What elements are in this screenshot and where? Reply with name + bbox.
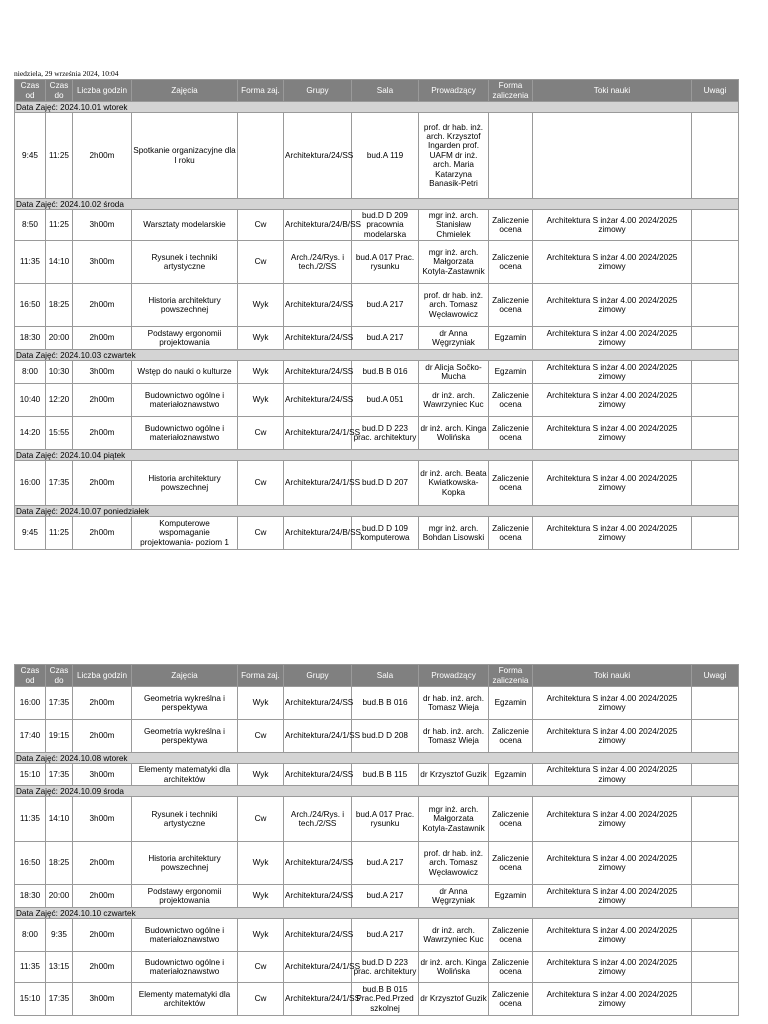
header-grupy: Grupy [284,80,352,102]
cell-prowadzacy: dr hab. inż. arch. Tomasz Wieja [419,687,489,720]
cell-forma-zaliczenia: Egzamin [489,327,533,350]
cell-grupy: Architektura/24/SS [284,327,352,350]
cell-prowadzacy: mgr inż. arch. Małgorzata Kotyla-Zastawnik [419,241,489,284]
cell-forma-zaj: Cw [238,517,284,550]
cell-forma-zaliczenia: Zaliczenie ocena [489,797,533,842]
header-toki-nauki: Toki nauki [533,80,692,102]
header-zajecia: Zajęcia [132,80,238,102]
date-row [15,102,739,113]
cell-forma-zaj: Cw [238,417,284,450]
cell-zajecia: Historia architektury powszechnej [132,284,238,327]
cell-uwagi [692,241,739,284]
cell-grupy: Architektura/24/1/SS [284,983,352,1016]
cell-sala: bud.D D 209 pracownia modelarska [352,210,419,241]
table-row [15,919,739,952]
cell-czas-od: 16:50 [15,284,46,327]
cell-forma-zaliczenia: Zaliczenie ocena [489,720,533,753]
cell-liczba-godzin: 3h00m [73,210,132,241]
header-prowadzacy: Prowadzący [419,80,489,102]
cell-uwagi [692,284,739,327]
cell-grupy: Arch./24/Rys. i tech./2/SS [284,797,352,842]
cell-czas-do: 13:15 [46,952,73,983]
cell-prowadzacy: mgr inż. arch. Małgorzata Kotyla-Zastawnik [419,797,489,842]
cell-czas-od: 15:10 [15,764,46,786]
cell-liczba-godzin: 2h00m [73,885,132,908]
cell-uwagi [692,461,739,506]
header-sala: Sala [352,665,419,687]
cell-grupy: Architektura/24/SS [284,113,352,199]
cell-uwagi [692,797,739,842]
cell-forma-zaliczenia: Egzamin [489,361,533,384]
cell-forma-zaliczenia: Egzamin [489,687,533,720]
cell-uwagi [692,720,739,753]
table-row [15,764,739,786]
cell-prowadzacy: dr inż. arch. Wawrzyniec Kuc [419,384,489,417]
cell-czas-do: 10:30 [46,361,73,384]
cell-forma-zaj: Wyk [238,842,284,885]
header-czas-do: Czas do [46,80,73,102]
table-row [15,361,739,384]
table-row [15,461,739,506]
cell-toki-nauki: Architektura S inżar 4.00 2024/2025 zimowy [533,983,692,1016]
cell-toki-nauki: Architektura S inżar 4.00 2024/2025 zimowy [533,461,692,506]
cell-uwagi [692,983,739,1016]
cell-czas-od: 9:45 [15,113,46,199]
cell-czas-do: 18:25 [46,284,73,327]
date-row [15,786,739,797]
date-label: Data Zajęć: 2024.10.04 piątek [15,450,739,461]
cell-sala: bud.A 119 [352,113,419,199]
cell-liczba-godzin: 3h00m [73,241,132,284]
cell-uwagi [692,417,739,450]
cell-grupy: Architektura/24/B/SS [284,210,352,241]
cell-sala: bud.D D 208 [352,720,419,753]
cell-forma-zaliczenia: Zaliczenie ocena [489,461,533,506]
cell-uwagi [692,327,739,350]
cell-zajecia: Geometria wykreślna i perspektywa [132,720,238,753]
cell-czas-od: 8:50 [15,210,46,241]
header-forma-zaliczenia: Forma zaliczenia [489,665,533,687]
cell-czas-do: 14:10 [46,241,73,284]
cell-forma-zaj: Cw [238,720,284,753]
cell-czas-od: 11:35 [15,797,46,842]
date-label: Data Zajęć: 2024.10.10 czwartek [15,908,739,919]
cell-zajecia: Rysunek i techniki artystyczne [132,241,238,284]
cell-uwagi [692,361,739,384]
cell-liczba-godzin: 2h00m [73,517,132,550]
cell-uwagi [692,952,739,983]
cell-zajecia: Budownictwo ogólne i materiałoznawstwo [132,417,238,450]
cell-liczba-godzin: 3h00m [73,797,132,842]
cell-prowadzacy: dr Alicja Sočko-Mucha [419,361,489,384]
cell-czas-od: 17:40 [15,720,46,753]
cell-uwagi [692,885,739,908]
cell-czas-do: 11:25 [46,113,73,199]
cell-toki-nauki: Architektura S inżar 4.00 2024/2025 zimowy [533,919,692,952]
cell-uwagi [692,210,739,241]
cell-prowadzacy: prof. dr hab. inż. arch. Krzysztof Ingarden prof. UAFM dr inż. arch. Maria Katarzyna Banasik-Petri [419,113,489,199]
cell-liczba-godzin: 2h00m [73,919,132,952]
date-row [15,350,739,361]
cell-grupy: Architektura/24/SS [284,885,352,908]
cell-prowadzacy: dr hab. inż. arch. Tomasz Wieja [419,720,489,753]
table-row [15,210,739,241]
cell-czas-od: 9:45 [15,517,46,550]
cell-grupy: Architektura/24/1/SS [284,461,352,506]
date-label: Data Zajęć: 2024.10.07 poniedziałek [15,506,739,517]
cell-liczba-godzin: 2h00m [73,327,132,350]
cell-toki-nauki: Architektura S inżar 4.00 2024/2025 zimowy [533,241,692,284]
cell-czas-do: 20:00 [46,885,73,908]
cell-toki-nauki: Architektura S inżar 4.00 2024/2025 zimowy [533,687,692,720]
date-row [15,753,739,764]
cell-forma-zaliczenia: Zaliczenie ocena [489,983,533,1016]
cell-zajecia: Spotkanie organizacyjne dla I roku [132,113,238,199]
header-zajecia: Zajęcia [132,665,238,687]
cell-toki-nauki: Architektura S inżar 4.00 2024/2025 zimowy [533,284,692,327]
cell-liczba-godzin: 3h00m [73,764,132,786]
cell-czas-do: 12:20 [46,384,73,417]
cell-liczba-godzin: 3h00m [73,361,132,384]
cell-zajecia: Budownictwo ogólne i materiałoznawstwo [132,919,238,952]
cell-uwagi [692,687,739,720]
cell-forma-zaj: Cw [238,461,284,506]
cell-prowadzacy: dr Krzysztof Guzik [419,983,489,1016]
cell-forma-zaj: Cw [238,241,284,284]
cell-zajecia: Warsztaty modelarskie [132,210,238,241]
table-row [15,842,739,885]
cell-zajecia: Historia architektury powszechnej [132,461,238,506]
cell-sala: bud.B B 016 [352,361,419,384]
cell-czas-od: 18:30 [15,327,46,350]
cell-grupy: Architektura/24/1/SS [284,417,352,450]
header-czas-do: Czas do [46,665,73,687]
cell-liczba-godzin: 2h00m [73,952,132,983]
cell-grupy: Architektura/24/B/SS [284,517,352,550]
cell-forma-zaliczenia: Egzamin [489,885,533,908]
date-label: Data Zajęć: 2024.10.08 wtorek [15,753,739,764]
cell-forma-zaliczenia: Zaliczenie ocena [489,417,533,450]
cell-czas-do: 15:55 [46,417,73,450]
cell-forma-zaliczenia: Zaliczenie ocena [489,284,533,327]
cell-toki-nauki: Architektura S inżar 4.00 2024/2025 zimowy [533,764,692,786]
header-czas-od: Czas od [15,80,46,102]
cell-prowadzacy: dr inż. arch. Kinga Wolińska [419,952,489,983]
cell-sala: bud.A 217 [352,842,419,885]
cell-czas-od: 8:00 [15,919,46,952]
cell-sala: bud.B B 016 [352,687,419,720]
cell-grupy: Arch./24/Rys. i tech./2/SS [284,241,352,284]
cell-prowadzacy: dr Krzysztof Guzik [419,764,489,786]
cell-czas-od: 8:00 [15,361,46,384]
cell-czas-od: 11:35 [15,952,46,983]
cell-forma-zaliczenia: Zaliczenie ocena [489,919,533,952]
cell-czas-do: 17:35 [46,687,73,720]
cell-czas-do: 17:35 [46,461,73,506]
cell-sala: bud.D D 207 [352,461,419,506]
cell-liczba-godzin: 2h00m [73,687,132,720]
cell-forma-zaliczenia: Egzamin [489,764,533,786]
cell-prowadzacy: mgr inż. arch. Stanisław Chmielek [419,210,489,241]
cell-forma-zaj: Wyk [238,361,284,384]
cell-zajecia: Elementy matematyki dla architektów [132,983,238,1016]
table-row [15,983,739,1016]
header-liczba-godzin: Liczba godzin [73,665,132,687]
cell-toki-nauki: Architektura S inżar 4.00 2024/2025 zimowy [533,797,692,842]
cell-prowadzacy: dr inż. arch. Wawrzyniec Kuc [419,919,489,952]
cell-sala: bud.A 217 [352,284,419,327]
cell-forma-zaj: Wyk [238,885,284,908]
cell-czas-do: 11:25 [46,210,73,241]
cell-forma-zaj: Cw [238,983,284,1016]
header-prowadzacy: Prowadzący [419,665,489,687]
date-row [15,506,739,517]
table-row [15,885,739,908]
cell-uwagi [692,764,739,786]
cell-zajecia: Geometria wykreślna i perspektywa [132,687,238,720]
cell-sala: bud.A 051 [352,384,419,417]
cell-forma-zaj: Wyk [238,764,284,786]
cell-forma-zaliczenia: Zaliczenie ocena [489,384,533,417]
cell-grupy: Architektura/24/SS [284,687,352,720]
table-row [15,327,739,350]
cell-zajecia: Wstęp do nauki o kulturze [132,361,238,384]
cell-liczba-godzin: 3h00m [73,983,132,1016]
cell-liczba-godzin: 2h00m [73,284,132,327]
cell-zajecia: Komputerowe wspomaganie projektowania- poziom 1 [132,517,238,550]
cell-prowadzacy: dr Anna Węgrzyniak [419,885,489,908]
cell-sala: bud.A 017 Prac. rysunku [352,241,419,284]
cell-toki-nauki: Architektura S inżar 4.00 2024/2025 zimowy [533,885,692,908]
cell-sala: bud.A 217 [352,885,419,908]
table-row [15,952,739,983]
cell-forma-zaj: Wyk [238,284,284,327]
cell-czas-do: 9:35 [46,919,73,952]
cell-prowadzacy: mgr inż. arch. Bohdan Lisowski [419,517,489,550]
header-toki-nauki: Toki nauki [533,665,692,687]
cell-czas-do: 14:10 [46,797,73,842]
cell-zajecia: Budownictwo ogólne i materiałoznawstwo [132,384,238,417]
table-row [15,417,739,450]
table-row [15,241,739,284]
cell-grupy: Architektura/24/SS [284,842,352,885]
cell-liczba-godzin: 2h00m [73,720,132,753]
cell-liczba-godzin: 2h00m [73,461,132,506]
cell-grupy: Architektura/24/1/SS [284,952,352,983]
header-liczba-godzin: Liczba godzin [73,80,132,102]
cell-forma-zaj: Wyk [238,327,284,350]
header-row [15,80,739,102]
date-label: Data Zajęć: 2024.10.01 wtorek [15,102,739,113]
cell-uwagi [692,842,739,885]
header-row [15,665,739,687]
cell-toki-nauki: Architektura S inżar 4.00 2024/2025 zimowy [533,384,692,417]
cell-prowadzacy: prof. dr hab. inż. arch. Tomasz Węcławowicz [419,842,489,885]
cell-toki-nauki [533,113,692,199]
cell-forma-zaj: Cw [238,952,284,983]
date-label: Data Zajęć: 2024.10.02 środa [15,199,739,210]
cell-uwagi [692,384,739,417]
cell-grupy: Architektura/24/SS [284,284,352,327]
cell-czas-do: 17:35 [46,983,73,1016]
cell-zajecia: Rysunek i techniki artystyczne [132,797,238,842]
cell-czas-do: 11:25 [46,517,73,550]
cell-toki-nauki: Architektura S inżar 4.00 2024/2025 zimowy [533,952,692,983]
header-grupy: Grupy [284,665,352,687]
table-row [15,113,739,199]
cell-grupy: Architektura/24/1/SS [284,720,352,753]
cell-zajecia: Elementy matematyki dla architektów [132,764,238,786]
date-row [15,450,739,461]
cell-grupy: Architektura/24/SS [284,384,352,417]
cell-czas-od: 11:35 [15,241,46,284]
cell-toki-nauki: Architektura S inżar 4.00 2024/2025 zimowy [533,517,692,550]
cell-uwagi [692,919,739,952]
cell-czas-od: 16:50 [15,842,46,885]
header-forma-zaliczenia: Forma zaliczenia [489,80,533,102]
cell-forma-zaliczenia: Zaliczenie ocena [489,241,533,284]
cell-toki-nauki: Architektura S inżar 4.00 2024/2025 zimowy [533,417,692,450]
cell-liczba-godzin: 2h00m [73,842,132,885]
cell-czas-od: 10:40 [15,384,46,417]
header-uwagi: Uwagi [692,665,739,687]
schedule-table [14,79,739,550]
schedule-table [14,664,739,1016]
cell-zajecia: Podstawy ergonomii projektowania [132,327,238,350]
cell-czas-do: 17:35 [46,764,73,786]
cell-uwagi [692,517,739,550]
cell-uwagi [692,113,739,199]
header-uwagi: Uwagi [692,80,739,102]
cell-forma-zaj: Cw [238,210,284,241]
table-row [15,687,739,720]
table-row [15,720,739,753]
cell-zajecia: Podstawy ergonomii projektowania [132,885,238,908]
cell-forma-zaj [238,113,284,199]
cell-czas-do: 19:15 [46,720,73,753]
cell-zajecia: Historia architektury powszechnej [132,842,238,885]
cell-forma-zaliczenia: Zaliczenie ocena [489,517,533,550]
header-forma-zaj: Forma zaj. [238,665,284,687]
cell-sala: bud.A 017 Prac. rysunku [352,797,419,842]
cell-forma-zaj: Cw [238,797,284,842]
table-row [15,384,739,417]
cell-czas-od: 14:20 [15,417,46,450]
cell-forma-zaj: Wyk [238,919,284,952]
header-forma-zaj: Forma zaj. [238,80,284,102]
print-timestamp: niedziela, 29 września 2024, 10:04 [14,69,119,78]
cell-sala: bud.D D 223 prac. architektury [352,417,419,450]
cell-czas-od: 16:00 [15,461,46,506]
cell-czas-do: 20:00 [46,327,73,350]
cell-sala: bud.B B 115 [352,764,419,786]
cell-forma-zaliczenia: Zaliczenie ocena [489,210,533,241]
header-czas-od: Czas od [15,665,46,687]
cell-toki-nauki: Architektura S inżar 4.00 2024/2025 zimowy [533,361,692,384]
cell-czas-od: 18:30 [15,885,46,908]
date-row [15,908,739,919]
date-label: Data Zajęć: 2024.10.09 środa [15,786,739,797]
cell-prowadzacy: prof. dr hab. inż. arch. Tomasz Węcławowicz [419,284,489,327]
cell-forma-zaliczenia [489,113,533,199]
cell-liczba-godzin: 2h00m [73,113,132,199]
cell-grupy: Architektura/24/SS [284,919,352,952]
cell-forma-zaj: Wyk [238,687,284,720]
cell-forma-zaj: Wyk [238,384,284,417]
date-label: Data Zajęć: 2024.10.03 czwartek [15,350,739,361]
cell-toki-nauki: Architektura S inżar 4.00 2024/2025 zimowy [533,720,692,753]
cell-liczba-godzin: 2h00m [73,417,132,450]
cell-forma-zaliczenia: Zaliczenie ocena [489,842,533,885]
table-row [15,517,739,550]
cell-sala: bud.B B 015 Prac.Ped.Przed szkolnej [352,983,419,1016]
cell-toki-nauki: Architektura S inżar 4.00 2024/2025 zimowy [533,327,692,350]
cell-zajecia: Budownictwo ogólne i materiałoznawstwo [132,952,238,983]
cell-grupy: Architektura/24/SS [284,764,352,786]
cell-toki-nauki: Architektura S inżar 4.00 2024/2025 zimowy [533,210,692,241]
cell-czas-do: 18:25 [46,842,73,885]
cell-sala: bud.A 217 [352,327,419,350]
cell-prowadzacy: dr inż. arch. Beata Kwiatkowska-Kopka [419,461,489,506]
cell-grupy: Architektura/24/SS [284,361,352,384]
cell-forma-zaliczenia: Zaliczenie ocena [489,952,533,983]
table-row [15,797,739,842]
cell-sala: bud.A 217 [352,919,419,952]
cell-czas-od: 16:00 [15,687,46,720]
cell-sala: bud.D D 223 prac. architektury [352,952,419,983]
cell-toki-nauki: Architektura S inżar 4.00 2024/2025 zimowy [533,842,692,885]
cell-prowadzacy: dr Anna Węgrzyniak [419,327,489,350]
table-row [15,284,739,327]
cell-czas-od: 15:10 [15,983,46,1016]
date-row [15,199,739,210]
cell-liczba-godzin: 2h00m [73,384,132,417]
cell-sala: bud.D D 109 komputerowa [352,517,419,550]
header-sala: Sala [352,80,419,102]
cell-prowadzacy: dr inż. arch. Kinga Wolińska [419,417,489,450]
